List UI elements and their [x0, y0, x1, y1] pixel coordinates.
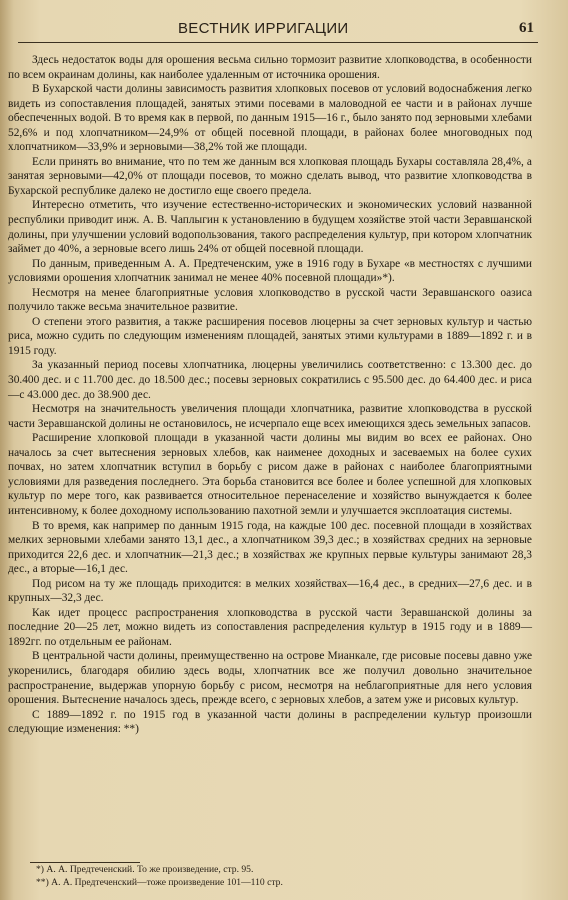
paragraph: Под рисом на ту же площадь приходится: в мелких хозяйствах—16,4 дес., в средних—27,6 дес. и в крупных—32,3 дес. [8, 577, 532, 605]
paragraph: С 1889—1892 г. по 1915 год в указанной части долины в распределении культур произошли следующие изменения: **) [8, 708, 532, 736]
footnote-rule [30, 862, 140, 863]
paragraph: Расширение хлопковой площади в указанной части долины мы видим во всех ее районах. Оно началось за счет вытеснения зерновых хлебов, как наименее доходных и засеваемых на более сухих почвах, но затем хлопчатник вступил в борьбу с рисом даже в районах с наиболее благоприятными условиями для разведения последнего. Эта борьба становится все более и более успешной для хлопковых культур по мере того, как развивается относительное перенаселение и хозяйство вынуждается к более интенсивному, к более доходному использованию пахотной земли и улучшается эксплоатация системы. [8, 432, 532, 517]
paragraph: О степени этого развития, а также расширения посевов люцерны за счет зерновых культур и частью риса, можно судить по следующим изменениям площадей, занятых этими культурами в 1889—1892 г. и в 1915 году. [8, 315, 532, 357]
running-header [18, 18, 534, 40]
paragraph: Интересно отметить, что изучение естественно-исторических и экономических условий названной республики приводит инж. А. В. Чаплыгин к установлению в будущем хозяйстве этой части Зеравшанской долины, при улучшении условий водопользования, такого распределения культур, при котором хлопчатник займет до 40%, а зерновые всего лишь 24% от общей посевной площади. [8, 199, 532, 256]
footnote: **) А. А. Предтеченский—тоже произведение 101—110 стр. [36, 876, 283, 888]
paragraph: В то время, как например по данным 1915 года, на каждые 100 дес. посевной площади в хозяйствах мелких зерновыми хлебами занято 13,1 дес., а хлопчатником 39,3 дес.; в хозяйствах средних на зерновые приходится 22,6 дес. и хлопчатник—21,3 дес.; в хозяйствах же крупных первые культуры занимают 28,3 дес., а вторые—16,1 дес. [8, 519, 532, 576]
footnotes [36, 864, 516, 889]
paragraph: В центральной части долины, преимущественно на острове Мианкале, где рисовые посевы давно уже укоренились, благодаря обилию здесь воды, хлопчатник все же получил довольно значительное распространение, выдержав упорную борьбу с рисом, несмотря на неблагоприятные для него условия орошения. Вытеснение началось здесь, прежде всего, с зерновых хлебов, а затем уже и рисовых культур. [8, 650, 532, 707]
paragraph: Как идет процесс распространения хлопководства в русской части Зеравшанской долины за последние 20—25 лет, можно видеть из сопоставления распределения культур в 1915 году и в 1889—1892гг. по отдельным ее районам. [8, 606, 532, 648]
paragraph: За указанный период посевы хлопчатника, люцерны увеличились соответственно: с 13.300 дес. до 30.400 дес. и с 11.700 дес. до 18.500 дес.; посевы зерновых сократились с 95.500 дес. до 64.400 дес. и риса—с 43.000 дес. до 38.900 дес. [8, 359, 532, 401]
paragraph: Если принять во внимание, что по тем же данным вся хлопковая площадь Бухары составляла 28,4%, а занятая зерновыми—42,0% от площади посевов, то можно сделать вывод, что развитие хлопководства в Бухарской республике далеко не достигло еще своего предела. [8, 155, 532, 197]
paragraph: В Бухарской части долины зависимость развития хлопковых посевов от условий водоснабжения легко видеть из сопоставления площадей, занятых этими посевами в маловодной ее части и в районах лучше обеспеченных водой. В то время как в первой, по данным 1915—16 г., было занято под зерновыми хлебами 52,6% и под хлопчатником—24,9% от общей посевной площади, в районах более многоводных под хлопчатником—33,9% и зерновыми—38,2% той же площади. [8, 83, 532, 154]
header-rule [18, 42, 538, 43]
page-number: 61 [519, 20, 534, 36]
paragraph: Несмотря на менее благоприятные условия хлопководство в русской части Зеравшанского оазиса получило также весьма значительное развитие. [8, 286, 532, 314]
journal-title: ВЕСТНИК ИРРИГАЦИИ [178, 20, 349, 37]
paragraph: По данным, приведенным А. А. Предтеченским, уже в 1916 году в Бухаре «в местностях с лучшими условиями орошения хлопчатник занимал не менее 40% посевной площади»*). [8, 257, 532, 285]
paragraph: Несмотря на значительность увеличения площади хлопчатника, развитие хлопководства в русской части Зеравшанской долины не остановилось, не исчерпало еще всех имеющихся здесь земельных запасов. [8, 403, 532, 430]
paragraph: Здесь недостаток воды для орошения весьма сильно тормозит развитие хлопководства, в особенности по всем окраинам долины, как наиболее удаленным от источника орошения. [8, 54, 532, 81]
article-body [8, 53, 532, 737]
footnote: *) А. А. Предтеченский. То же произведение, стр. 95. [36, 864, 254, 875]
